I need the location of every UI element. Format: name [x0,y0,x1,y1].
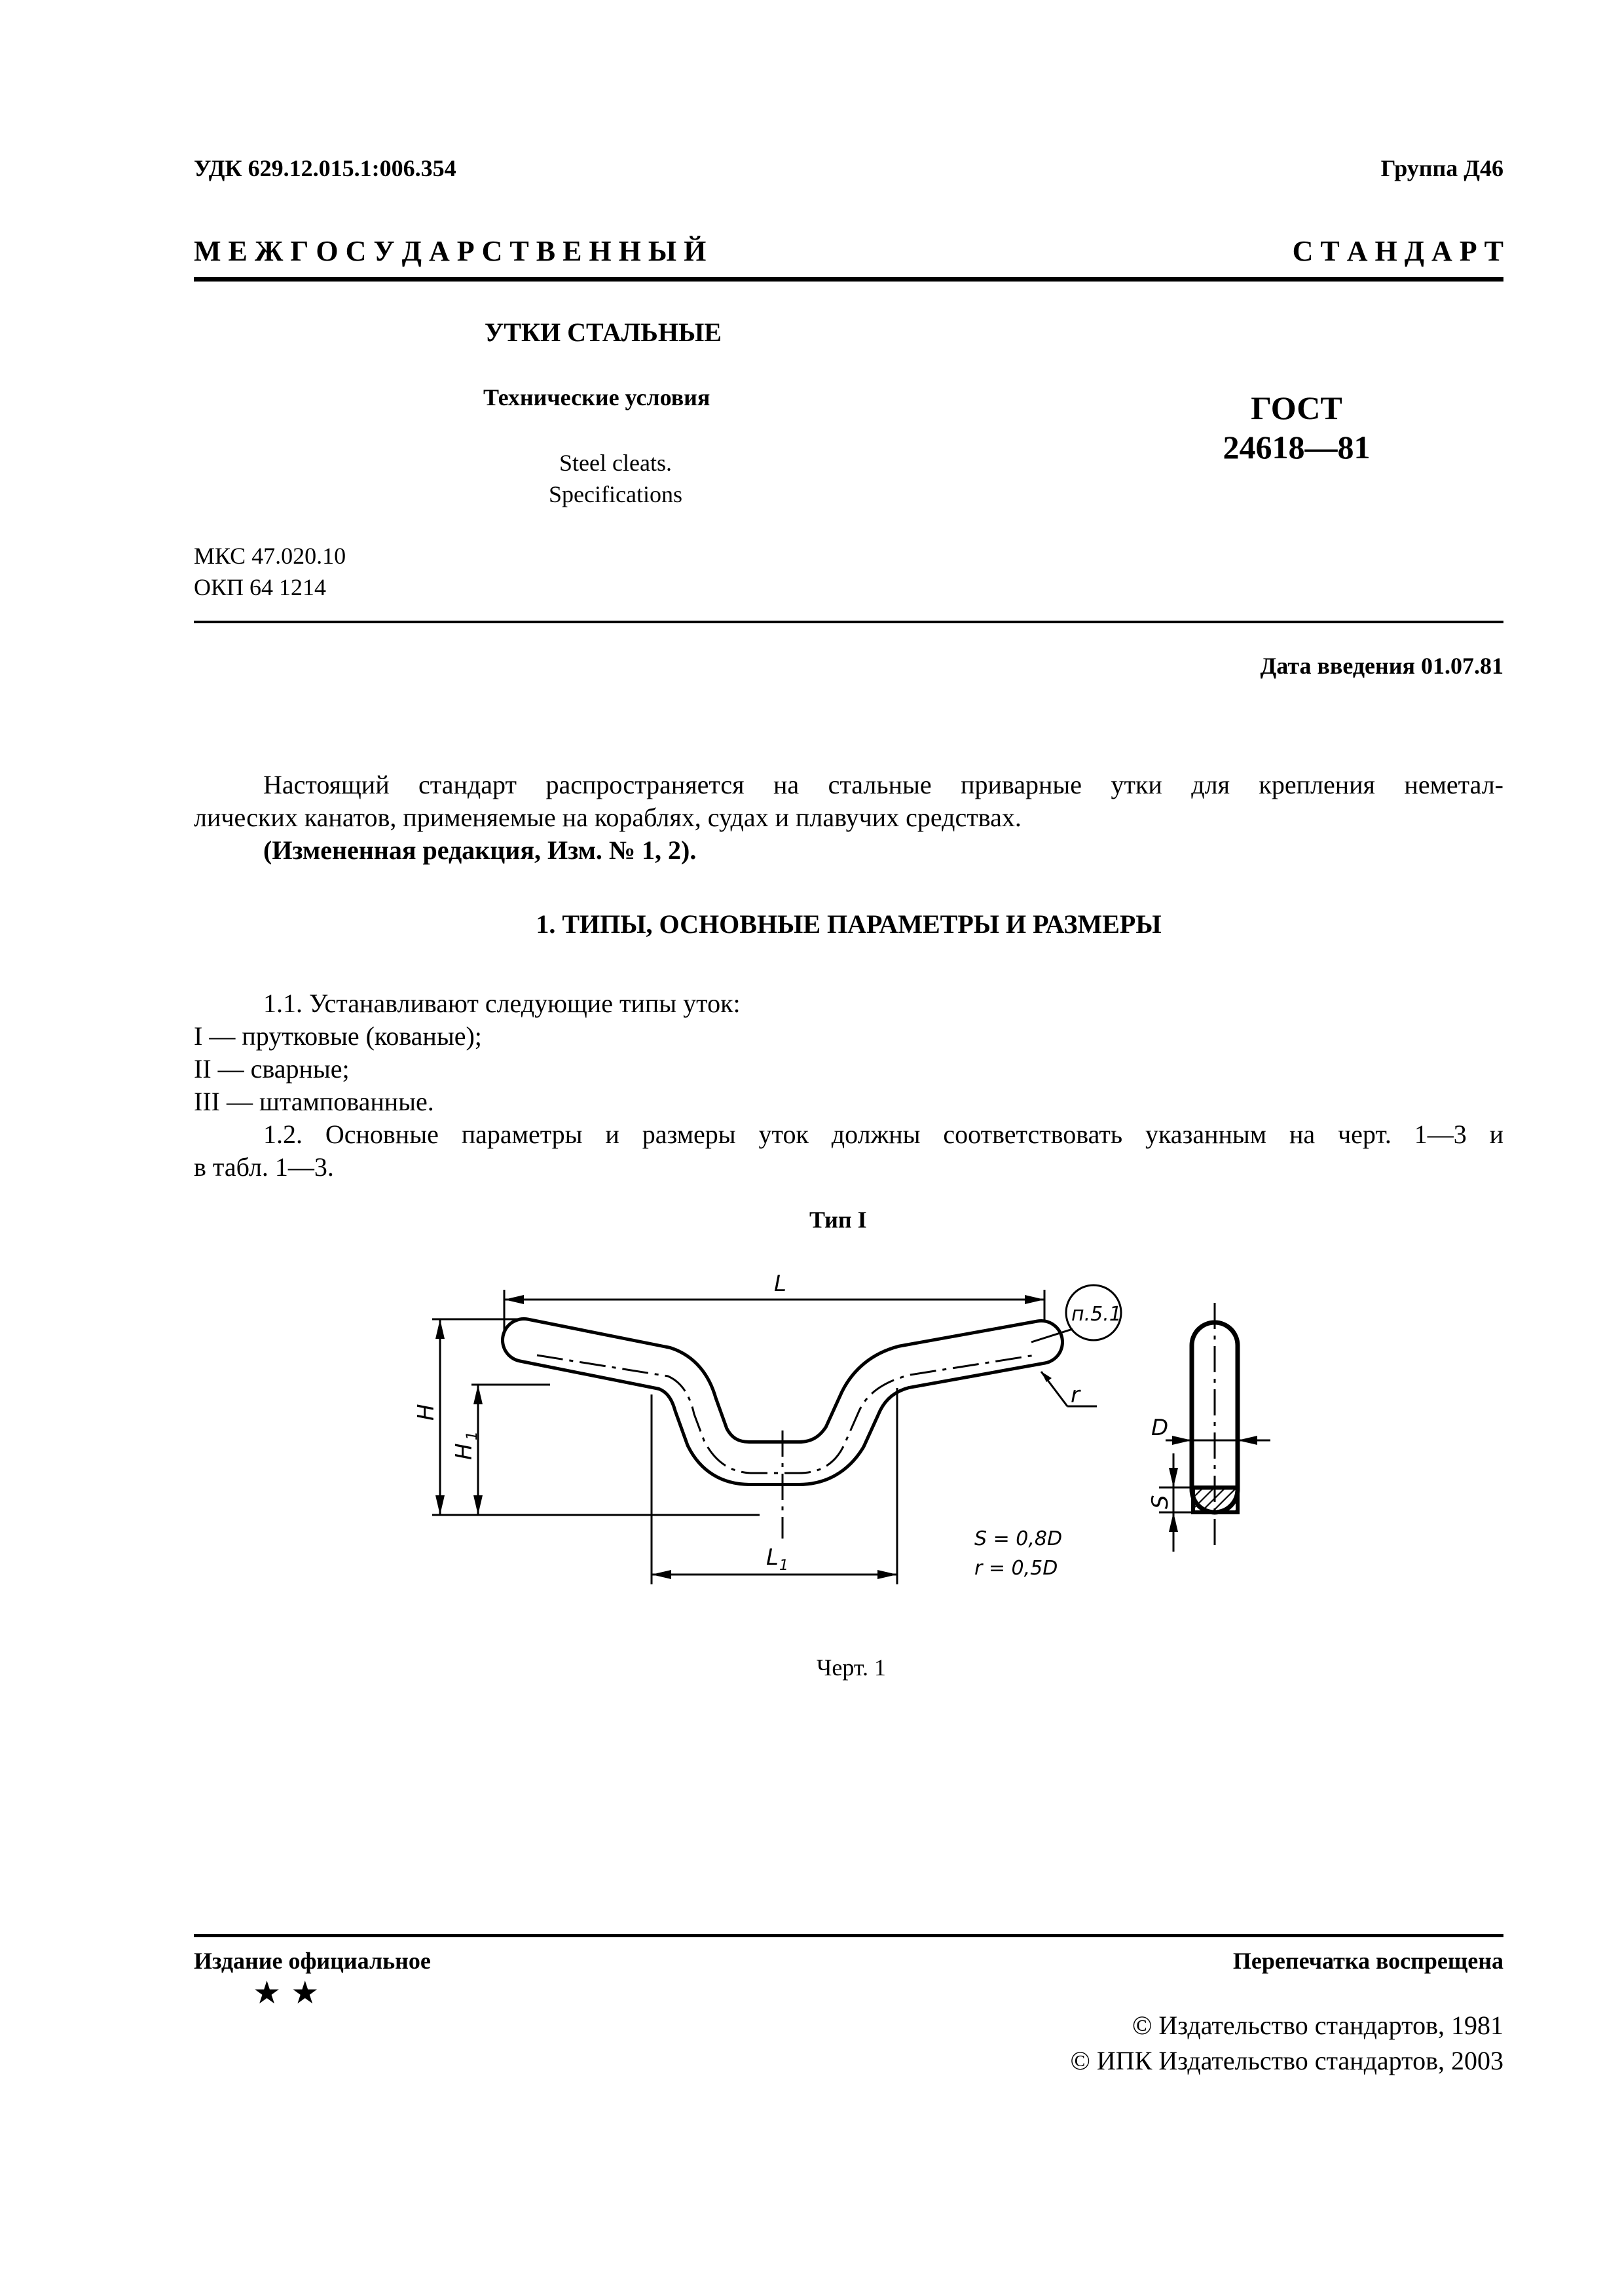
label-L1-subscript: 1 [779,1558,788,1574]
star-icon: ★ ★ [253,1975,320,2011]
cross-section-view [1147,1303,1270,1552]
type-list-item: III — штампованные. [194,1087,434,1116]
footer-rule [194,1934,1503,1937]
formula-S: S = 0,8D [974,1527,1063,1550]
type-list-item: II — сварные; [194,1054,350,1084]
group-code: Группа Д46 [1380,155,1503,181]
official-edition: Издание официальное [194,1948,431,1974]
standard-subtitle: Технические условия [483,384,710,410]
label-D: D [1151,1415,1169,1441]
label-S: S [1147,1495,1173,1509]
clause-1-2-line-1: 1.2. Основные параметры и размеры уток должны соответствовать указанным на черт. 1—3 и [263,1120,1503,1149]
banner-left: М Е Ж Г О С У Д А Р С Т В Е Н Н Ы Й [194,235,707,267]
header-rule [194,277,1503,282]
banner-right: С Т А Н Д А Р Т [1292,235,1503,267]
gost-label: ГОСТ [1251,390,1342,426]
figure-type-title: Тип I [809,1207,867,1233]
standard-title: УТКИ СТАЛЬНЫЕ [485,318,722,347]
label-r: r [1071,1382,1080,1408]
type-list-item: I — прутковые (кованые); [194,1021,482,1051]
label-ref: п.5.1 [1071,1303,1122,1326]
clause-1-1: 1.1. Устанавливают следующие типы уток: [263,989,741,1018]
radius-leader [1041,1372,1097,1408]
label-H1-subscript: 1 [464,1431,481,1440]
udk-code: УДК 629.12.015.1:006.354 [194,155,456,181]
cleat-type-1-drawing [393,1264,1310,1630]
label-H1: H [451,1443,477,1460]
title-en-1: Steel cleats. [559,450,672,476]
no-reprint-notice: Перепечатка воспрещена [1232,1948,1503,1974]
okp-code: ОКП 64 1214 [194,574,327,600]
figure-caption: Черт. 1 [817,1654,886,1681]
dimension-L [504,1271,1044,1336]
clause-1-2-line-2: в табл. 1—3. [194,1152,334,1182]
copyright-1981: © Издательство стандартов, 1981 [1132,2011,1503,2040]
intro-edit-note: (Измененная редакция, Изм. № 1, 2). [263,835,697,865]
cleat-side-view [524,1340,1041,1539]
mks-code: МКС 47.020.10 [194,543,346,569]
intro-line-1: Настоящий стандарт распространяется на стальные приварные утки для крепления неметал- [263,770,1503,799]
section-1-title: 1. ТИПЫ, ОСНОВНЫЕ ПАРАМЕТРЫ И РАЗМЕРЫ [536,909,1162,939]
label-H: H [413,1404,439,1421]
intro-date: Дата введения 01.07.81 [1260,653,1503,679]
gost-number: 24618—81 [1223,429,1371,465]
label-L: L [774,1271,786,1297]
label-L1: L [766,1544,779,1571]
copyright-2003: © ИПК Издательство стандартов, 2003 [1070,2046,1503,2075]
intro-line-2: лических канатов, применяемые на кораблях, судах и плавучих средствах. [194,803,1022,832]
title-rule [194,621,1503,623]
formula-r: r = 0,5D [974,1557,1058,1580]
title-en-2: Specifications [549,481,682,507]
